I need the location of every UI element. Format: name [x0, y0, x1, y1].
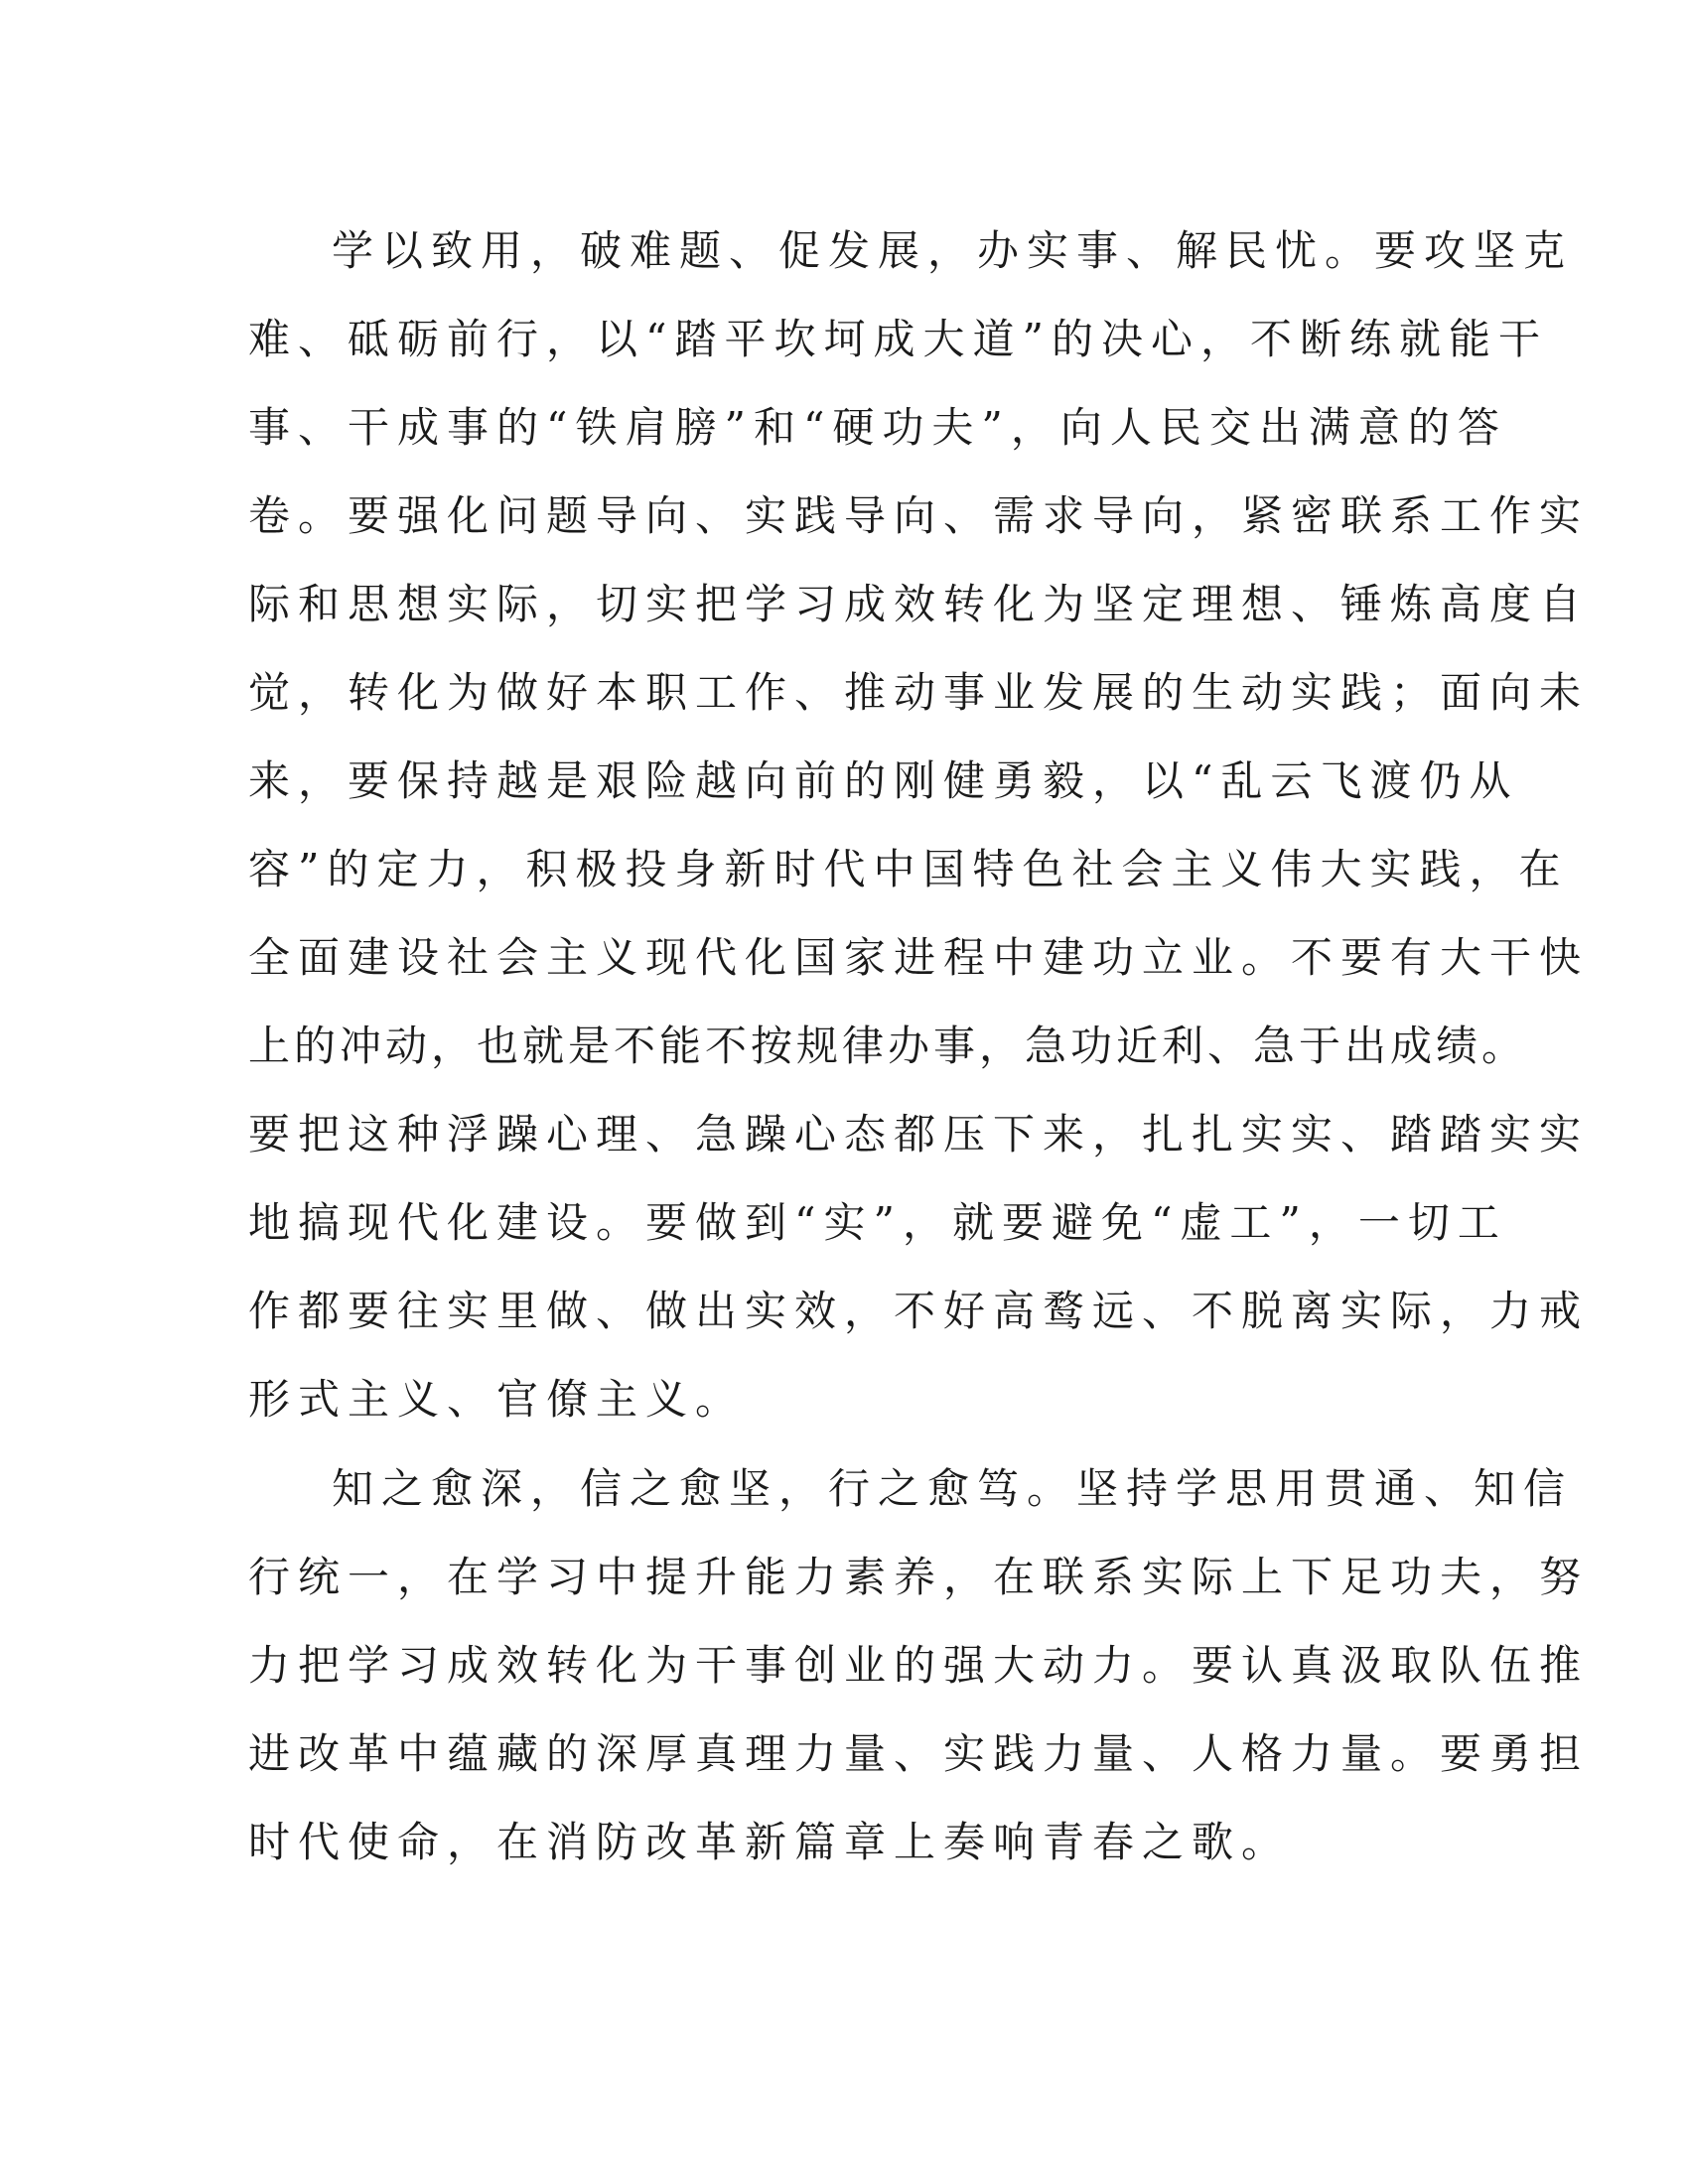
paragraph-2 [248, 1444, 1590, 1886]
paragraph-1 [248, 206, 1590, 1443]
paragraph-line: 卷。要强化问题导向、实践导向、需求导向，紧密联系工作实 [248, 491, 1590, 540]
paragraph-line: 全面建设社会主义现代化国家进程中建功立业。不要有大干快 [248, 933, 1590, 982]
paragraph-line: 行统一，在学习中提升能力素养，在联系实际上下足功夫，努 [248, 1553, 1590, 1601]
paragraph-line: 事、干成事的“铁肩膀”和“硬功夫”，向人民交出满意的答 [248, 403, 1507, 452]
paragraph-line: 容”的定力，积极投身新时代中国特色社会主义伟大实践，在 [248, 845, 1569, 893]
paragraph-line: 知之愈深，信之愈坚，行之愈笃。坚持学思用贯通、知信 [332, 1464, 1574, 1513]
paragraph-line: 要把这种浮躁心理、急躁心态都压下来，扎扎实实、踏踏实实 [248, 1110, 1590, 1159]
paragraph-line: 形式主义、官僚主义。 [248, 1375, 746, 1424]
paragraph-line: 时代使命，在消防改革新篇章上奏响青春之歌。 [248, 1818, 1292, 1866]
paragraph-line: 难、砥砺前行，以“踏平坎坷成大道”的决心，不断练就能干 [248, 315, 1548, 363]
paragraph-line: 际和思想实际，切实把学习成效转化为坚定理想、锤炼高度自 [248, 580, 1590, 628]
paragraph-line: 来，要保持越是艰险越向前的刚健勇毅，以“乱云飞渡仍从 [248, 756, 1519, 805]
paragraph-line: 力把学习成效转化为干事创业的强大动力。要认真汲取队伍推 [248, 1641, 1590, 1690]
paragraph-line: 学以致用，破难题、促发展，办实事、解民忧。要攻坚克 [332, 226, 1574, 275]
paragraph-line: 觉，转化为做好本职工作、推动事业发展的生动实践；面向未 [248, 668, 1590, 717]
paragraph-line: 进改革中蕴藏的深厚真理力量、实践力量、人格力量。要勇担 [248, 1729, 1590, 1778]
body-text [248, 206, 1590, 1886]
paragraph-line: 作都要往实里做、做出实效，不好高鹜远、不脱离实际，力戒 [248, 1287, 1590, 1335]
paragraph-line: 上的冲动，也就是不能不按规律办事，急功近利、急于出成绩。 [248, 1022, 1528, 1070]
paragraph-line: 地搞现代化建设。要做到“实”，就要避免“虚工”，一切工 [248, 1198, 1507, 1247]
